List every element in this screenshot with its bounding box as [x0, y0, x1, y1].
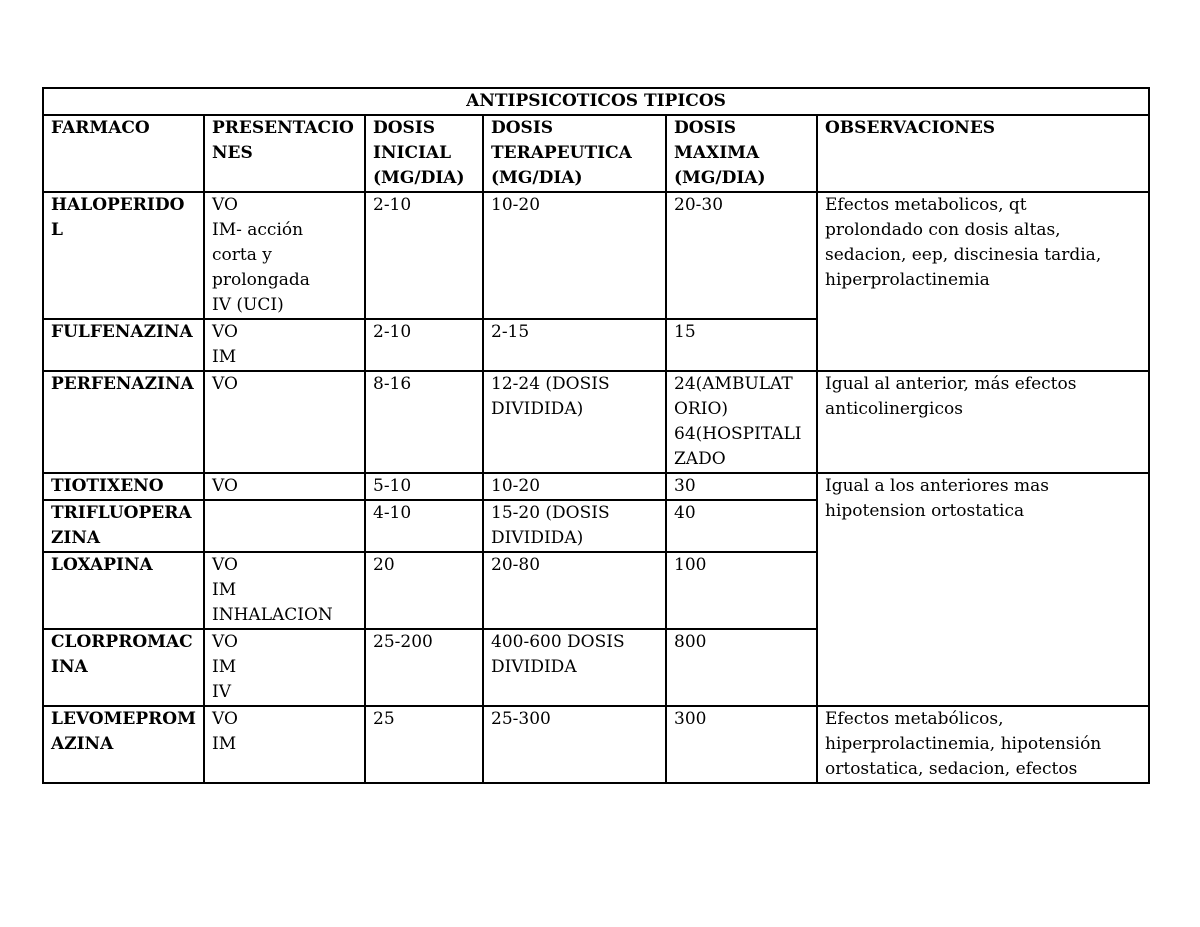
- cell-dosis-terapeutica: [483, 371, 666, 473]
- cell-dosis-inicial: [365, 500, 483, 552]
- cell-dosis-terapeutica: [483, 500, 666, 552]
- cell-line: 20-30: [674, 195, 724, 215]
- cell-line: IM- acción: [212, 220, 304, 240]
- header-line: DOSIS: [674, 118, 737, 138]
- cell-line: hiperprolactinemia: [825, 270, 990, 290]
- cell-farmaco: [43, 371, 204, 473]
- cell-line: 64(HOSPITALI: [674, 424, 802, 444]
- cell-observaciones: [817, 706, 1149, 783]
- header-dosis-inicial: [365, 115, 483, 192]
- cell-line: 400-600 DOSIS: [491, 632, 625, 652]
- cell-line: DIVIDIDA: [491, 657, 577, 677]
- header-line: DOSIS: [491, 118, 554, 138]
- cell-dosis-maxima: [666, 371, 817, 473]
- cell-dosis-inicial: [365, 371, 483, 473]
- header-farmaco: [43, 115, 204, 192]
- cell-line: IM: [212, 734, 237, 754]
- cell-line: 20: [373, 555, 395, 575]
- cell-line: 24(AMBULAT: [674, 374, 793, 394]
- cell-dosis-terapeutica: [483, 473, 666, 500]
- header-line: DOSIS: [373, 118, 436, 138]
- cell-line: 12-24 (DOSIS: [491, 374, 610, 394]
- header-presentaciones: [204, 115, 365, 192]
- cell-dosis-terapeutica: [483, 706, 666, 783]
- cell-presentaciones: [204, 629, 365, 706]
- cell-dosis-maxima: [666, 500, 817, 552]
- cell-line: VO: [212, 632, 238, 652]
- cell-dosis-inicial: [365, 552, 483, 629]
- cell-line: INHALACION: [212, 605, 333, 625]
- cell-line: VO: [212, 476, 238, 496]
- cell-line: hipotension ortostatica: [825, 501, 1025, 521]
- cell-line: PERFENAZINA: [51, 374, 194, 394]
- cell-line: Igual a los anteriores mas: [825, 476, 1049, 496]
- cell-dosis-maxima: [666, 552, 817, 629]
- cell-farmaco: [43, 319, 204, 371]
- cell-line: LOXAPINA: [51, 555, 153, 575]
- cell-farmaco: [43, 552, 204, 629]
- cell-observaciones: [817, 371, 1149, 473]
- cell-dosis-terapeutica: [483, 629, 666, 706]
- cell-line: 15: [674, 322, 696, 342]
- header-line: NES: [212, 143, 253, 163]
- cell-presentaciones: [204, 371, 365, 473]
- cell-dosis-inicial: [365, 473, 483, 500]
- table-row: [43, 192, 1149, 319]
- cell-line: 25-300: [491, 709, 551, 729]
- cell-line: corta y: [212, 245, 272, 265]
- cell-line: 4-10: [373, 503, 412, 523]
- cell-line: 8-16: [373, 374, 412, 394]
- cell-line: VO: [212, 374, 238, 394]
- header-line: OBSERVACIONES: [825, 118, 996, 138]
- cell-line: FULFENAZINA: [51, 322, 193, 342]
- cell-farmaco: [43, 500, 204, 552]
- cell-line: VO: [212, 555, 238, 575]
- cell-line: LEVOMEPROM: [51, 709, 196, 729]
- cell-line: 10-20: [491, 195, 541, 215]
- cell-line: VO: [212, 709, 238, 729]
- cell-dosis-maxima: [666, 706, 817, 783]
- cell-presentaciones: [204, 319, 365, 371]
- cell-line: ortostatica, sedacion, efectos: [825, 759, 1078, 779]
- cell-dosis-inicial: [365, 706, 483, 783]
- cell-line: 25: [373, 709, 395, 729]
- cell-farmaco: [43, 473, 204, 500]
- cell-presentaciones: [204, 192, 365, 319]
- cell-line: 300: [674, 709, 707, 729]
- antipsychotics-table: [42, 87, 1150, 784]
- cell-presentaciones: [204, 706, 365, 783]
- cell-dosis-terapeutica: [483, 552, 666, 629]
- cell-observaciones: [817, 473, 1149, 706]
- cell-line: TIOTIXENO: [51, 476, 164, 496]
- cell-line: IV: [212, 682, 231, 702]
- cell-line: IM: [212, 657, 237, 677]
- header-line: TERAPEUTICA: [491, 143, 632, 163]
- header-line: (MG/DIA): [674, 168, 766, 188]
- cell-line: 40: [674, 503, 696, 523]
- cell-line: IM: [212, 580, 237, 600]
- cell-observaciones: [817, 192, 1149, 371]
- cell-dosis-maxima: [666, 192, 817, 319]
- cell-farmaco: [43, 706, 204, 783]
- header-observaciones: [817, 115, 1149, 192]
- table-row: [43, 371, 1149, 473]
- cell-line: VO: [212, 322, 238, 342]
- header-row: [43, 115, 1149, 192]
- table-row: [43, 473, 1149, 500]
- cell-line: ZINA: [51, 528, 101, 548]
- cell-line: IV (UCI): [212, 295, 284, 315]
- table-row: [43, 706, 1149, 783]
- header-line: INICIAL: [373, 143, 452, 163]
- cell-line: HALOPERIDOL: [51, 195, 185, 240]
- cell-line: sedacion, eep, discinesia tardia,: [825, 245, 1102, 265]
- title-row: [43, 88, 1149, 115]
- cell-line: 20-80: [491, 555, 541, 575]
- cell-line: TRIFLUOPERA: [51, 503, 192, 523]
- cell-line: DIVIDIDA): [491, 399, 584, 419]
- cell-dosis-inicial: [365, 192, 483, 319]
- cell-line: AZINA: [51, 734, 114, 754]
- cell-presentaciones: [204, 473, 365, 500]
- cell-line: 15-20 (DOSIS: [491, 503, 610, 523]
- cell-line: INA: [51, 657, 88, 677]
- cell-line: 5-10: [373, 476, 412, 496]
- cell-farmaco: [43, 629, 204, 706]
- cell-line: 2-10: [373, 322, 412, 342]
- cell-presentaciones: [204, 552, 365, 629]
- table-title: ANTIPSICOTICOS TIPICOS: [43, 88, 1149, 115]
- cell-line: hiperprolactinemia, hipotensión: [825, 734, 1102, 754]
- cell-dosis-maxima: [666, 473, 817, 500]
- cell-line: prolondado con dosis altas,: [825, 220, 1061, 240]
- cell-dosis-terapeutica: [483, 319, 666, 371]
- header-line: PRESENTACIO: [212, 118, 354, 138]
- cell-dosis-maxima: [666, 629, 817, 706]
- cell-line: 30: [674, 476, 696, 496]
- header-dosis-terapeutica: [483, 115, 666, 192]
- cell-line: VO: [212, 195, 238, 215]
- cell-line: DIVIDIDA): [491, 528, 584, 548]
- cell-dosis-maxima: [666, 319, 817, 371]
- cell-line: ZADO: [674, 449, 726, 469]
- cell-line: 2-15: [491, 322, 530, 342]
- cell-dosis-terapeutica: [483, 192, 666, 319]
- header-line: (MG/DIA): [491, 168, 583, 188]
- cell-presentaciones: [204, 500, 365, 552]
- header-line: FARMACO: [51, 118, 150, 138]
- cell-line: 100: [674, 555, 707, 575]
- cell-line: CLORPROMAC: [51, 632, 193, 652]
- cell-line: prolongada: [212, 270, 310, 290]
- cell-line: IM: [212, 347, 237, 367]
- cell-line: 10-20: [491, 476, 541, 496]
- cell-farmaco: [43, 192, 204, 319]
- cell-line: anticolinergicos: [825, 399, 963, 419]
- cell-line: Efectos metabolicos, qt: [825, 195, 1027, 215]
- cell-line: ORIO): [674, 399, 729, 419]
- cell-line: Igual al anterior, más efectos: [825, 374, 1077, 394]
- cell-line: Efectos metabólicos,: [825, 709, 1004, 729]
- header-dosis-maxima: [666, 115, 817, 192]
- cell-line: 2-10: [373, 195, 412, 215]
- cell-dosis-inicial: [365, 629, 483, 706]
- header-line: MAXIMA: [674, 143, 760, 163]
- cell-dosis-inicial: [365, 319, 483, 371]
- cell-line: 800: [674, 632, 707, 652]
- header-line: (MG/DIA): [373, 168, 465, 188]
- cell-line: 25-200: [373, 632, 433, 652]
